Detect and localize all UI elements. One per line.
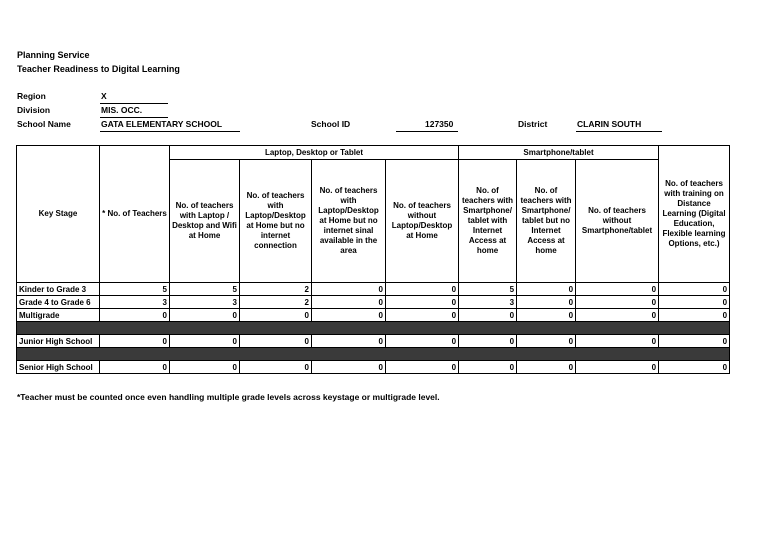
table-cell: 0 xyxy=(659,361,730,374)
table-cell: 0 xyxy=(386,296,459,309)
school-name-label: School Name xyxy=(17,119,71,129)
table-cell: 0 xyxy=(459,361,517,374)
shaded-separator-cell xyxy=(17,348,730,361)
col-without-smartphone: No. of teachers without Smartphone/tablet xyxy=(576,160,659,283)
table-cell: 3 xyxy=(100,296,170,309)
division-underline xyxy=(100,117,168,118)
col-distance-learning-training: No. of teachers with training on Distance Learning (Digital Education, Flexible learning Options, etc.) xyxy=(659,146,730,283)
table-cell: 5 xyxy=(170,283,240,296)
table-cell: 0 xyxy=(100,309,170,322)
col-without-laptop: No. of teachers without Laptop/Desktop at Home xyxy=(386,160,459,283)
col-no-of-teachers: * No. of Teachers xyxy=(100,146,170,283)
table-row xyxy=(17,335,730,348)
division-label: Division xyxy=(17,105,51,115)
table-row xyxy=(17,361,730,374)
row-stage-label: Senior High School xyxy=(17,361,100,374)
row-stage-label: Junior High School xyxy=(17,335,100,348)
table-cell: 0 xyxy=(312,309,386,322)
district-value: CLARIN SOUTH xyxy=(577,119,642,129)
col-smartphone-with-internet: No. of teachers with Smartphone/ tablet with Internet Access at home xyxy=(459,160,517,283)
table-cell: 0 xyxy=(170,309,240,322)
district-label: District xyxy=(518,119,548,129)
table-cell: 5 xyxy=(100,283,170,296)
table-cell: 5 xyxy=(459,283,517,296)
school-id-value: 127350 xyxy=(425,119,454,129)
table-cell: 0 xyxy=(386,335,459,348)
table-cell: 2 xyxy=(240,296,312,309)
header-planning-service: Planning Service xyxy=(17,50,90,60)
row-stage-label: Multigrade xyxy=(17,309,100,322)
school-name-underline xyxy=(100,131,240,132)
table-cell: 0 xyxy=(170,335,240,348)
table-cell: 0 xyxy=(517,283,576,296)
table-cell: 0 xyxy=(576,361,659,374)
table-cell: 0 xyxy=(312,296,386,309)
table-cell: 0 xyxy=(312,335,386,348)
table-cell: 0 xyxy=(517,309,576,322)
table-cell: 3 xyxy=(459,296,517,309)
table-cell: 3 xyxy=(170,296,240,309)
table-cell: 0 xyxy=(576,296,659,309)
region-value: X xyxy=(101,91,107,101)
table-cell: 0 xyxy=(240,309,312,322)
school-id-underline xyxy=(396,131,458,132)
table-cell: 0 xyxy=(576,309,659,322)
readiness-table xyxy=(16,145,730,374)
table-cell: 0 xyxy=(240,335,312,348)
division-value: MIS. OCC. xyxy=(101,105,143,115)
table-row xyxy=(17,296,730,309)
col-laptop-with-wifi: No. of teachers with Laptop / Desktop and Wifi at Home xyxy=(170,160,240,283)
col-laptop-no-connection: No. of teachers with Laptop/Desktop at Home but no internet connection xyxy=(240,160,312,283)
table-cell: 0 xyxy=(240,361,312,374)
table-row xyxy=(17,283,730,296)
shaded-separator-row xyxy=(17,348,730,361)
table-cell: 0 xyxy=(517,296,576,309)
table-cell: 0 xyxy=(386,309,459,322)
shaded-separator-cell xyxy=(17,322,730,335)
district-underline xyxy=(576,131,662,132)
group-smartphone-tablet: Smartphone/tablet xyxy=(459,146,659,160)
shaded-separator-row xyxy=(17,322,730,335)
table-cell: 0 xyxy=(517,335,576,348)
table-cell: 0 xyxy=(517,361,576,374)
group-laptop-desktop-tablet: Laptop, Desktop or Tablet xyxy=(170,146,459,160)
table-cell: 0 xyxy=(576,335,659,348)
row-stage-label: Grade 4 to Grade 6 xyxy=(17,296,100,309)
table-cell: 0 xyxy=(659,335,730,348)
table-cell: 0 xyxy=(312,283,386,296)
col-laptop-no-signal: No. of teachers with Laptop/Desktop at Home but no internet sinal available in the area xyxy=(312,160,386,283)
table-cell: 0 xyxy=(170,361,240,374)
table-cell: 0 xyxy=(312,361,386,374)
table-row xyxy=(17,309,730,322)
region-label: Region xyxy=(17,91,46,101)
table-cell: 0 xyxy=(386,361,459,374)
table-cell: 0 xyxy=(659,296,730,309)
school-id-label: School ID xyxy=(311,119,351,129)
table-cell: 0 xyxy=(100,335,170,348)
table-cell: 0 xyxy=(659,309,730,322)
region-underline xyxy=(100,103,168,104)
footnote: *Teacher must be counted once even handling multiple grade levels across keystage or multigrade level. xyxy=(17,392,440,402)
table-cell: 0 xyxy=(459,335,517,348)
table-cell: 0 xyxy=(459,309,517,322)
col-key-stage: Key Stage xyxy=(17,146,100,283)
table-cell: 0 xyxy=(100,361,170,374)
col-smartphone-no-internet: No. of teachers with Smartphone/ tablet but no Internet Access at home xyxy=(517,160,576,283)
table-cell: 2 xyxy=(240,283,312,296)
school-name-value: GATA ELEMENTARY SCHOOL xyxy=(101,119,223,129)
table-cell: 0 xyxy=(659,283,730,296)
row-stage-label: Kinder to Grade 3 xyxy=(17,283,100,296)
table-cell: 0 xyxy=(576,283,659,296)
table-cell: 0 xyxy=(386,283,459,296)
header-report-title: Teacher Readiness to Digital Learning xyxy=(17,64,180,74)
